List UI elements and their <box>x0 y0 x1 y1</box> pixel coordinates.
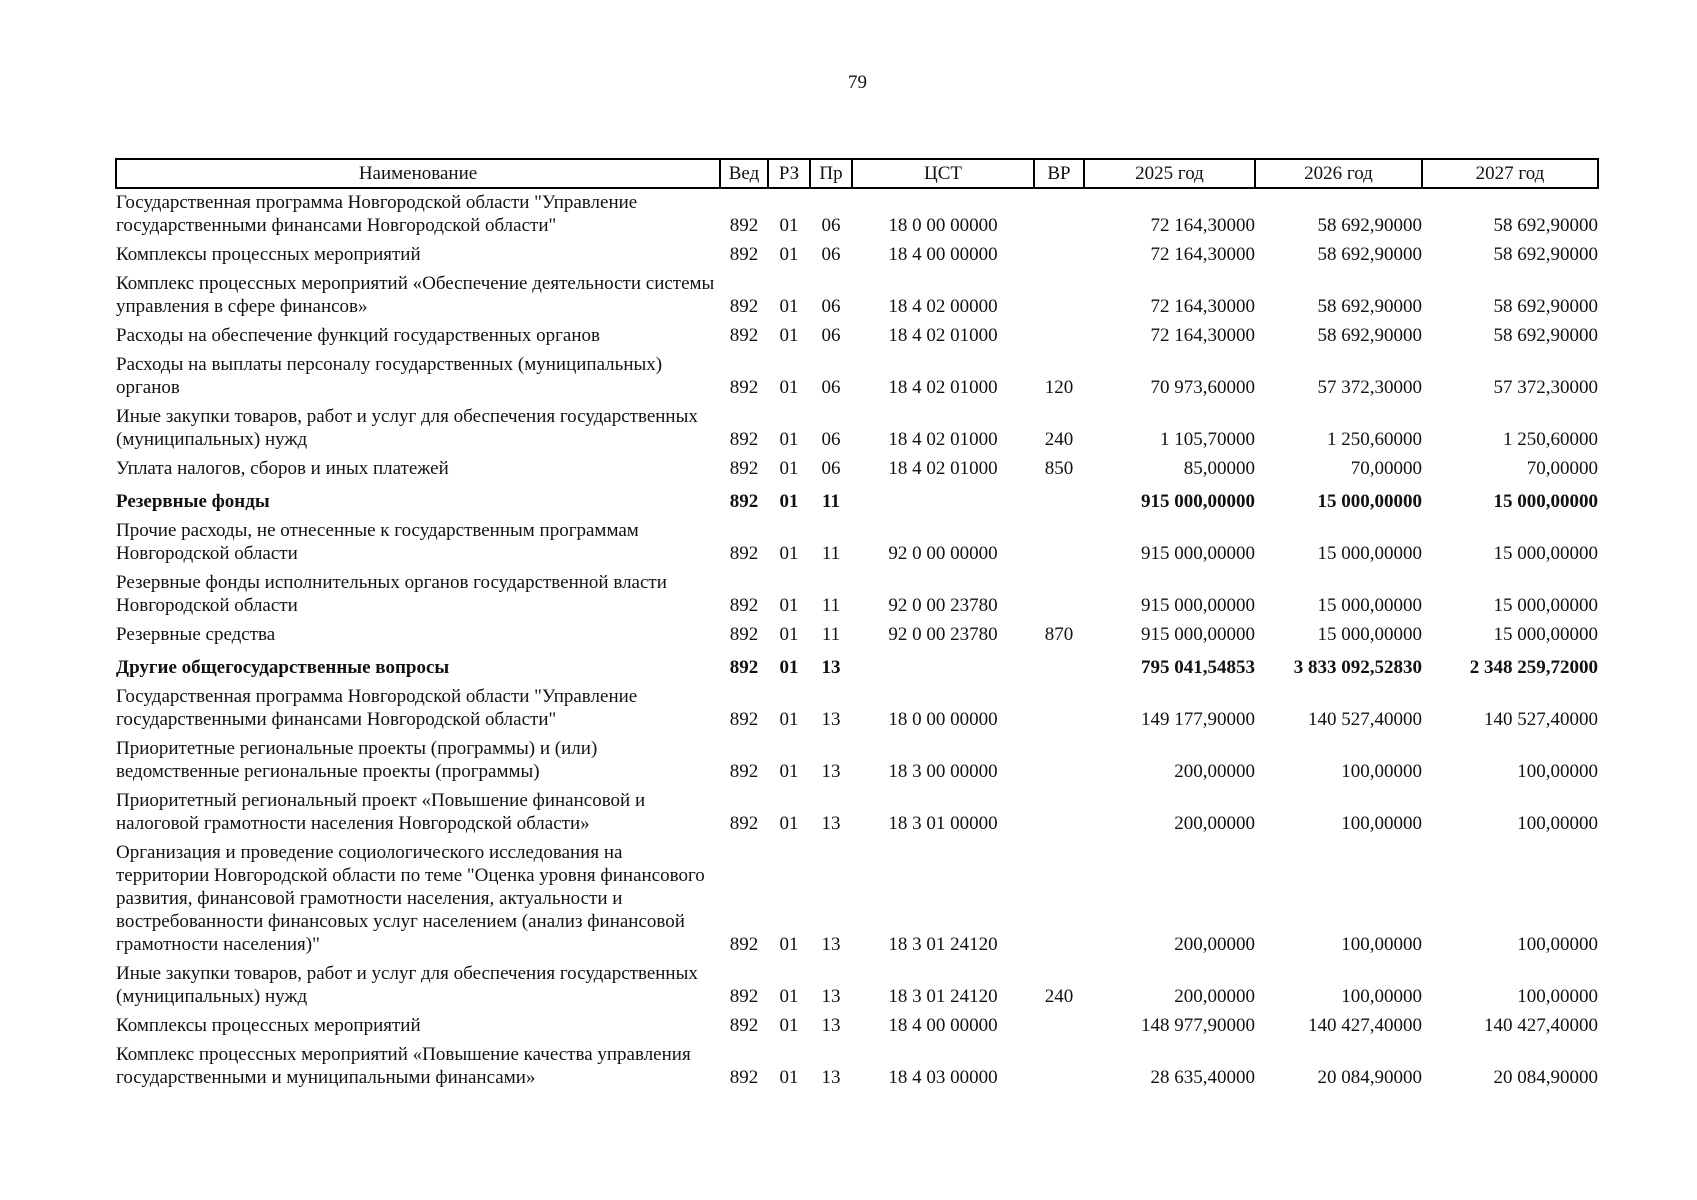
cell-ved: 892 <box>729 709 759 730</box>
table-row <box>116 650 1598 683</box>
cell-vr <box>1034 1041 1084 1093</box>
table-row <box>116 735 1598 787</box>
cell-ved: 892 <box>729 595 759 616</box>
cell-vr <box>1034 322 1084 351</box>
cell-2025: 915 000,00000 <box>1141 543 1255 564</box>
cell-name: Расходы на обеспечение функций государственных органов <box>116 325 600 346</box>
cell-name: Государственная программа Новгородской области "Управление государственными финансами Новгородской области" <box>116 686 638 730</box>
cell-ved: 892 <box>729 458 759 479</box>
cell-2026: 70,00000 <box>1350 458 1422 479</box>
cell-name: Иные закупки товаров, работ и услуг для обеспечения государственных (муниципальных) нужд <box>116 963 698 1007</box>
cell-pr: 13 <box>821 1067 841 1088</box>
cell-vr: 870 <box>1044 624 1074 645</box>
cell-ved: 892 <box>729 244 759 265</box>
cell-2027: 2 348 259,72000 <box>1469 657 1598 678</box>
cell-rz: 01 <box>779 624 799 645</box>
cell-2026: 15 000,00000 <box>1317 595 1422 616</box>
cell-pr: 11 <box>821 624 841 645</box>
cell-name: Государственная программа Новгородской области "Управление государственными финансами Новгородской области" <box>116 192 638 236</box>
cell-cst: 18 0 00 00000 <box>888 709 998 730</box>
cell-vr <box>1034 839 1084 960</box>
cell-cst: 18 4 00 00000 <box>888 1015 998 1036</box>
cell-rz: 01 <box>779 429 799 450</box>
cell-name: Резервные фонды исполнительных органов государственной власти Новгородской области <box>116 572 667 616</box>
cell-2026: 140 527,40000 <box>1308 709 1422 730</box>
cell-vr <box>1034 569 1084 621</box>
cell-vr <box>1034 188 1084 241</box>
cell-cst: 18 3 01 24120 <box>888 934 998 955</box>
cell-ved: 892 <box>729 624 759 645</box>
cell-name: Комплекс процессных мероприятий «Обеспечение деятельности системы управления в сфере финансов» <box>116 273 715 317</box>
cell-ved: 892 <box>729 761 759 782</box>
cell-rz: 01 <box>779 595 799 616</box>
table-row <box>116 270 1598 322</box>
cell-ved: 892 <box>729 1015 759 1036</box>
cell-2026: 140 427,40000 <box>1308 1015 1422 1036</box>
table-row <box>116 188 1598 241</box>
cell-2026: 20 084,90000 <box>1317 1067 1422 1088</box>
header-cst: ЦСТ <box>852 159 1034 188</box>
cell-2025: 148 977,90000 <box>1141 1015 1255 1036</box>
cell-2026: 100,00000 <box>1341 813 1422 834</box>
cell-pr: 06 <box>821 325 841 346</box>
cell-cst: 18 4 02 01000 <box>888 377 998 398</box>
cell-2027: 58 692,90000 <box>1493 325 1598 346</box>
table-row <box>116 1041 1598 1093</box>
header-ved: Вед <box>720 159 768 188</box>
table-row <box>116 455 1598 484</box>
cell-name: Другие общегосударственные вопросы <box>116 657 450 678</box>
cell-pr: 13 <box>821 1015 841 1036</box>
cell-pr: 11 <box>822 491 840 512</box>
cell-pr: 13 <box>821 657 841 678</box>
table-row <box>116 351 1598 403</box>
cell-pr: 06 <box>821 377 841 398</box>
cell-cst: 18 4 02 01000 <box>888 429 998 450</box>
cell-2026: 100,00000 <box>1341 934 1422 955</box>
cell-cst: 18 4 03 00000 <box>888 1067 998 1088</box>
cell-2027: 15 000,00000 <box>1493 491 1598 512</box>
cell-2025: 72 164,30000 <box>1150 215 1255 236</box>
cell-pr: 13 <box>821 709 841 730</box>
cell-ved: 892 <box>729 215 759 236</box>
cell-2026: 58 692,90000 <box>1317 244 1422 265</box>
cell-2026: 15 000,00000 <box>1317 624 1422 645</box>
cell-2027: 58 692,90000 <box>1493 296 1598 317</box>
cell-rz: 01 <box>779 1015 799 1036</box>
cell-pr: 13 <box>821 761 841 782</box>
cell-2025: 200,00000 <box>1174 761 1255 782</box>
header-2025: 2025 год <box>1084 159 1255 188</box>
cell-ved: 892 <box>729 986 759 1007</box>
cell-2027: 58 692,90000 <box>1493 244 1598 265</box>
cell-2027: 100,00000 <box>1517 761 1598 782</box>
cell-pr: 11 <box>821 543 841 564</box>
cell-name: Расходы на выплаты персоналу государственных (муниципальных) органов <box>116 354 663 398</box>
cell-pr: 11 <box>821 595 841 616</box>
cell-2026: 100,00000 <box>1341 761 1422 782</box>
cell-2025: 72 164,30000 <box>1150 296 1255 317</box>
cell-vr <box>1034 1012 1084 1041</box>
cell-pr: 06 <box>821 296 841 317</box>
cell-name: Приоритетный региональный проект «Повышение финансовой и налоговой грамотности населения Новгородской области» <box>116 790 646 834</box>
cell-2025: 915 000,00000 <box>1141 624 1255 645</box>
cell-2027: 58 692,90000 <box>1493 215 1598 236</box>
table-row <box>116 1012 1598 1041</box>
cell-2027: 140 527,40000 <box>1484 709 1598 730</box>
table-row <box>116 241 1598 270</box>
cell-vr <box>1034 270 1084 322</box>
cell-2025: 149 177,90000 <box>1141 709 1255 730</box>
table-row <box>116 322 1598 351</box>
table-row <box>116 621 1598 650</box>
cell-ved: 892 <box>729 1067 759 1088</box>
cell-2025: 795 041,54853 <box>1141 657 1255 678</box>
table-row <box>116 787 1598 839</box>
cell-2026: 3 833 092,52830 <box>1293 657 1422 678</box>
cell-name: Комплексы процессных мероприятий <box>116 244 421 265</box>
cell-vr: 850 <box>1044 458 1074 479</box>
cell-pr: 13 <box>821 813 841 834</box>
cell-ved: 892 <box>729 429 759 450</box>
cell-vr <box>1034 650 1084 683</box>
cell-cst: 18 0 00 00000 <box>888 215 998 236</box>
table-body <box>116 188 1598 1093</box>
cell-2027: 57 372,30000 <box>1493 377 1598 398</box>
cell-vr <box>1034 787 1084 839</box>
cell-cst <box>852 650 1034 683</box>
cell-cst: 18 4 02 00000 <box>888 296 998 317</box>
cell-2026: 57 372,30000 <box>1317 377 1422 398</box>
cell-2025: 915 000,00000 <box>1141 595 1255 616</box>
cell-2026: 15 000,00000 <box>1317 491 1422 512</box>
cell-2026: 100,00000 <box>1341 986 1422 1007</box>
cell-ved: 892 <box>729 325 759 346</box>
cell-2025: 85,00000 <box>1183 458 1255 479</box>
table-row <box>116 839 1598 960</box>
header-rz: РЗ <box>768 159 810 188</box>
cell-name: Уплата налогов, сборов и иных платежей <box>116 458 449 479</box>
cell-2027: 100,00000 <box>1517 813 1598 834</box>
cell-name: Приоритетные региональные проекты (программы) и (или) ведомственные региональные проекты (программы) <box>116 738 598 782</box>
cell-pr: 13 <box>821 986 841 1007</box>
cell-vr <box>1034 517 1084 569</box>
cell-2026: 15 000,00000 <box>1317 543 1422 564</box>
cell-2027: 20 084,90000 <box>1493 1067 1598 1088</box>
table-row <box>116 517 1598 569</box>
cell-cst <box>852 484 1034 517</box>
cell-ved: 892 <box>729 657 759 678</box>
cell-2025: 72 164,30000 <box>1150 325 1255 346</box>
cell-rz: 01 <box>779 458 799 479</box>
table-header-row <box>116 159 1598 188</box>
cell-vr: 240 <box>1044 986 1074 1007</box>
cell-rz: 01 <box>779 215 799 236</box>
header-2027: 2027 год <box>1422 159 1598 188</box>
cell-cst: 92 0 00 23780 <box>888 624 998 645</box>
cell-2027: 70,00000 <box>1526 458 1598 479</box>
table-row <box>116 683 1598 735</box>
cell-2027: 100,00000 <box>1517 934 1598 955</box>
cell-2025: 72 164,30000 <box>1150 244 1255 265</box>
cell-vr: 120 <box>1044 377 1074 398</box>
cell-ved: 892 <box>729 377 759 398</box>
header-2026: 2026 год <box>1255 159 1422 188</box>
cell-rz: 01 <box>779 325 799 346</box>
budget-table <box>115 158 1599 1093</box>
cell-2027: 1 250,60000 <box>1503 429 1598 450</box>
cell-vr <box>1034 484 1084 517</box>
cell-ved: 892 <box>729 296 759 317</box>
cell-ved: 892 <box>729 813 759 834</box>
cell-2027: 15 000,00000 <box>1493 543 1598 564</box>
cell-rz: 01 <box>779 657 799 678</box>
header-pr: Пр <box>810 159 852 188</box>
cell-cst: 18 3 01 24120 <box>888 986 998 1007</box>
table-row <box>116 569 1598 621</box>
cell-name: Резервные средства <box>116 624 276 645</box>
header-vr: ВР <box>1034 159 1084 188</box>
cell-rz: 01 <box>779 761 799 782</box>
cell-rz: 01 <box>779 377 799 398</box>
cell-2025: 70 973,60000 <box>1150 377 1255 398</box>
cell-name: Иные закупки товаров, работ и услуг для обеспечения государственных (муниципальных) нужд <box>116 406 698 450</box>
cell-rz: 01 <box>779 1067 799 1088</box>
cell-cst: 18 4 02 01000 <box>888 458 998 479</box>
cell-2025: 1 105,70000 <box>1160 429 1255 450</box>
cell-name: Комплекс процессных мероприятий «Повышение качества управления государственными и муниципальными финансами» <box>116 1044 691 1088</box>
cell-2027: 140 427,40000 <box>1484 1015 1598 1036</box>
cell-pr: 06 <box>821 215 841 236</box>
cell-name: Комплексы процессных мероприятий <box>116 1015 421 1036</box>
cell-rz: 01 <box>779 296 799 317</box>
table-row <box>116 484 1598 517</box>
page-number: 79 <box>848 72 867 93</box>
cell-vr: 240 <box>1044 429 1074 450</box>
cell-vr <box>1034 241 1084 270</box>
cell-name: Организация и проведение социологического исследования на территории Новгородской области по теме "Оценка уровня финансового развития, финансовой грамотности населения, актуальности и востребованности финансовых услуг населением (анализ финансовой грамотности населения)" <box>116 842 705 955</box>
cell-cst: 92 0 00 00000 <box>888 543 998 564</box>
cell-2025: 200,00000 <box>1174 986 1255 1007</box>
cell-ved: 892 <box>729 491 759 512</box>
cell-cst: 18 3 01 00000 <box>888 813 998 834</box>
cell-2027: 100,00000 <box>1517 986 1598 1007</box>
cell-vr <box>1034 683 1084 735</box>
cell-pr: 06 <box>821 458 841 479</box>
header-name: Наименование <box>116 159 720 188</box>
cell-2026: 1 250,60000 <box>1327 429 1422 450</box>
cell-cst: 92 0 00 23780 <box>888 595 998 616</box>
cell-rz: 01 <box>779 491 799 512</box>
table-row <box>116 403 1598 455</box>
cell-2026: 58 692,90000 <box>1317 215 1422 236</box>
cell-2025: 200,00000 <box>1174 813 1255 834</box>
cell-vr <box>1034 735 1084 787</box>
cell-ved: 892 <box>729 543 759 564</box>
cell-name: Резервные фонды <box>116 491 270 512</box>
cell-rz: 01 <box>779 709 799 730</box>
cell-2025: 28 635,40000 <box>1150 1067 1255 1088</box>
cell-cst: 18 3 00 00000 <box>888 761 998 782</box>
table-row <box>116 960 1598 1012</box>
cell-2025: 200,00000 <box>1174 934 1255 955</box>
cell-2025: 915 000,00000 <box>1141 491 1255 512</box>
cell-pr: 06 <box>821 244 841 265</box>
cell-cst: 18 4 00 00000 <box>888 244 998 265</box>
cell-pr: 06 <box>821 429 841 450</box>
cell-cst: 18 4 02 01000 <box>888 325 998 346</box>
cell-2026: 58 692,90000 <box>1317 325 1422 346</box>
cell-rz: 01 <box>779 244 799 265</box>
cell-rz: 01 <box>779 934 799 955</box>
cell-2026: 58 692,90000 <box>1317 296 1422 317</box>
cell-rz: 01 <box>779 986 799 1007</box>
cell-pr: 13 <box>821 934 841 955</box>
cell-ved: 892 <box>729 934 759 955</box>
cell-2027: 15 000,00000 <box>1493 595 1598 616</box>
cell-2027: 15 000,00000 <box>1493 624 1598 645</box>
cell-rz: 01 <box>779 813 799 834</box>
cell-rz: 01 <box>779 543 799 564</box>
cell-name: Прочие расходы, не отнесенные к государственным программам Новгородской области <box>116 520 639 564</box>
